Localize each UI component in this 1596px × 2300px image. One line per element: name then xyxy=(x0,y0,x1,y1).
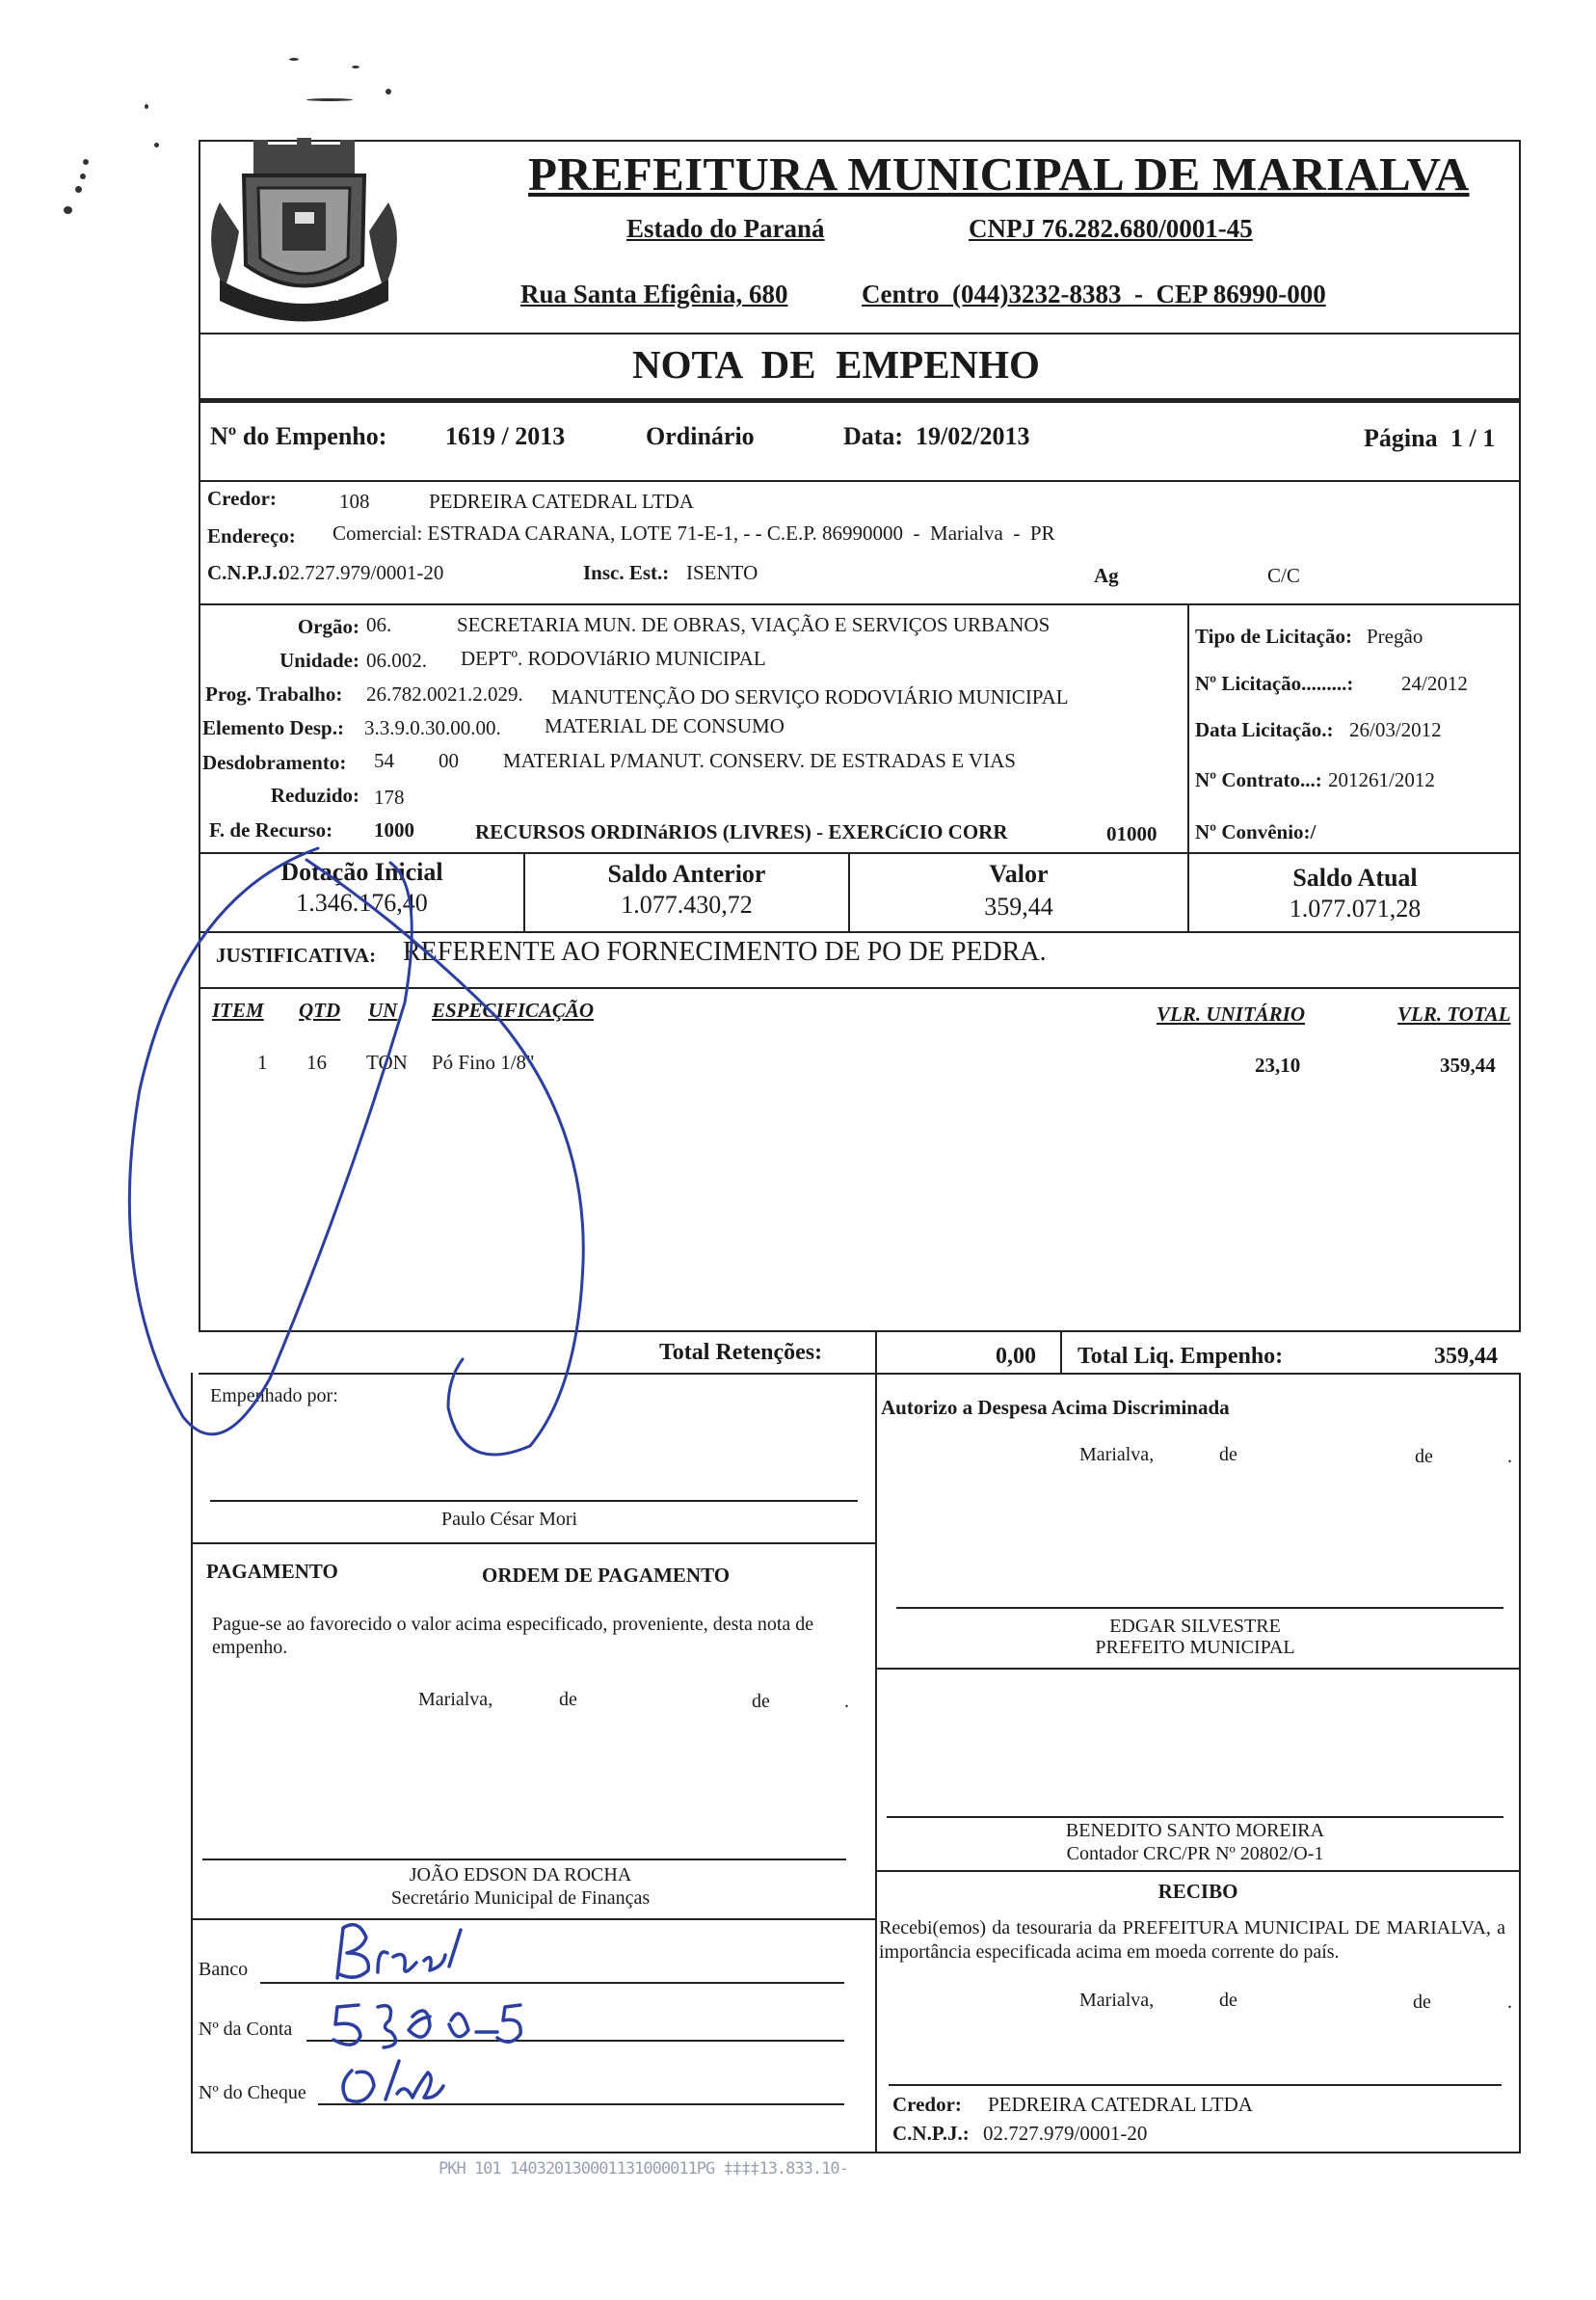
saldo-anterior-label: Saldo Anterior xyxy=(607,860,766,888)
numero-licitacao-label: Nº Licitação.........: xyxy=(1195,672,1354,695)
right-de-1b: de xyxy=(1415,1446,1433,1467)
data-licitacao-label: Data Licitação.: xyxy=(1195,718,1334,741)
creditor-name: PEDREIRA CATEDRAL LTDA xyxy=(429,490,694,513)
valor-value: 359,44 xyxy=(984,893,1053,921)
pen-banco-signature xyxy=(337,1925,461,1978)
tipo-licitacao: Pregão xyxy=(1367,625,1423,648)
recibo-cnpj: 02.727.979/0001-20 xyxy=(983,2122,1148,2145)
creditor-code: 108 xyxy=(339,490,370,513)
recibo-text: Recebi(emos) da tesouraria da PREFEITURA MUNICIPAL DE MARIALVA, a importância especificada acima em moeda corrente do país. xyxy=(879,1917,1505,1963)
items-header-un: UN xyxy=(368,999,398,1022)
left-de-2: de xyxy=(752,1691,770,1712)
retencoes-label: Total Retenções: xyxy=(659,1340,823,1365)
contrato-label: Nº Contrato...: xyxy=(1195,768,1322,791)
desdobramento-label: Desdobramento: xyxy=(202,751,347,774)
cheque-label: Nº do Cheque xyxy=(199,2082,306,2103)
district-phone-cep: Centro (044)3232-8383 - CEP 86990-000 xyxy=(862,280,1326,308)
right-de-1a: de xyxy=(1219,1444,1237,1465)
contador-title: Contador CRC/PR Nº 20802/O-1 xyxy=(1066,1843,1324,1864)
elemento-label: Elemento Desp.: xyxy=(202,716,344,739)
justification-label: JUSTIFICATIVA: xyxy=(216,944,377,967)
reduzido-value: 178 xyxy=(374,786,405,809)
conta-label: Nº da Conta xyxy=(199,2019,293,2040)
liquido-label: Total Liq. Empenho: xyxy=(1077,1344,1284,1369)
contrato-value: 201261/2012 xyxy=(1328,768,1435,791)
pen-diagonal-stroke xyxy=(306,860,583,1455)
saldo-atual-label: Saldo Atual xyxy=(1292,864,1418,892)
item-row-spec: Pó Fino 1/8" xyxy=(432,1051,535,1074)
prog-name: MANUTENÇÃO DO SERVIÇO RODOVIÁRIO MUNICIPAL xyxy=(551,685,1069,709)
reduzido-label: Reduzido: xyxy=(270,784,359,807)
empenhado-name: Paulo César Mori xyxy=(441,1509,578,1530)
saldo-anterior-value: 1.077.430,72 xyxy=(621,891,753,919)
desdobramento-name: MATERIAL P/MANUT. CONSERV. DE ESTRADAS E VIAS xyxy=(503,749,1016,772)
creditor-label: Credor: xyxy=(207,487,277,510)
item-row-number: 1 xyxy=(257,1051,268,1074)
right-dot-1: . xyxy=(1507,1446,1512,1467)
footer-barcode-text: PKH 101 140320130001131000011PG ‡‡‡‡13.833.10- xyxy=(439,2159,848,2179)
left-de-1: de xyxy=(559,1689,577,1710)
justification-text: REFERENTE AO FORNECIMENTO DE PO DE PEDRA. xyxy=(403,937,1047,967)
page-label: Página xyxy=(1364,424,1438,452)
item-row-qty: 16 xyxy=(306,1051,327,1074)
item-row-unit: TON xyxy=(366,1051,408,1074)
items-header-spec: ESPECIFICAÇÃO xyxy=(432,999,595,1022)
creditor-address: Comercial: ESTRADA CARANA, LOTE 71-E-1, - - C.E.P. 86990000 - Marialva - PR xyxy=(332,522,1055,545)
prefeito-title: PREFEITO MUNICIPAL xyxy=(1095,1637,1295,1658)
ag-label: Ag xyxy=(1094,564,1119,587)
pen-cheque-signature xyxy=(343,2061,443,2101)
recurso-label: F. de Recurso: xyxy=(209,818,333,842)
creditor-cnpj-label: C.N.P.J.: xyxy=(207,561,284,584)
convenio-label: Nº Convênio:/ xyxy=(1195,820,1317,843)
secretario-name: JOÃO EDSON DA ROCHA xyxy=(409,1864,632,1885)
pen-oval-stroke xyxy=(129,848,412,1434)
page-number: 1 / 1 xyxy=(1450,424,1496,452)
elemento-name: MATERIAL DE CONSUMO xyxy=(545,714,785,737)
orgao-name: SECRETARIA MUN. DE OBRAS, VIAÇÃO E SERVIÇOS URBANOS xyxy=(457,613,1051,636)
coat-of-arms-ribbon-text: MARIALVA xyxy=(274,289,339,304)
recurso-code: 1000 xyxy=(374,818,414,842)
orgao-label: Orgão: xyxy=(297,615,359,638)
right-city-2: Marialva, xyxy=(1079,1990,1155,2011)
contador-name: BENEDITO SANTO MOREIRA xyxy=(1065,1820,1325,1841)
desdobramento-code2: 00 xyxy=(439,749,459,772)
orgao-code: 06. xyxy=(366,613,392,636)
street-address: Rua Santa Efigênia, 680 xyxy=(520,280,788,308)
city-hall-cnpj: CNPJ 76.282.680/0001-45 xyxy=(969,214,1253,243)
prog-code: 26.782.0021.2.029. xyxy=(366,682,523,706)
left-city: Marialva, xyxy=(418,1689,493,1710)
retencoes-value: 0,00 xyxy=(996,1344,1036,1369)
empenho-number: 1619 / 2013 xyxy=(445,422,566,450)
numero-licitacao: 24/2012 xyxy=(1401,672,1468,695)
liquido-value: 359,44 xyxy=(1434,1344,1498,1369)
item-row-total-value: 359,44 xyxy=(1440,1054,1496,1077)
ordem-pagamento-label: ORDEM DE PAGAMENTO xyxy=(482,1564,731,1587)
dotacao-value: 1.346.176,40 xyxy=(296,889,428,917)
insc-label: Insc. Est.: xyxy=(583,561,670,584)
recurso-name: RECURSOS ORDINáRIOS (LIVRES) - EXERCíCIO CORR xyxy=(475,820,1008,843)
document-title: NOTA DE EMPENHO xyxy=(632,342,1040,387)
items-header-qtd: QTD xyxy=(299,999,341,1022)
items-header-total-value: VLR. TOTAL xyxy=(1397,1003,1511,1026)
recibo-credor-name: PEDREIRA CATEDRAL LTDA xyxy=(988,2093,1253,2116)
prog-label: Prog. Trabalho: xyxy=(205,682,343,706)
recurso-sub: 01000 xyxy=(1106,822,1157,845)
left-dot: . xyxy=(844,1691,849,1712)
recibo-credor-label: Credor: xyxy=(892,2093,962,2116)
recibo-title: RECIBO xyxy=(1157,1880,1238,1903)
saldo-atual-value: 1.077.071,28 xyxy=(1289,895,1422,923)
city-hall-title: PREFEITURA MUNICIPAL DE MARIALVA xyxy=(528,147,1470,201)
cc-label: C/C xyxy=(1267,564,1300,587)
autorizo-text: Autorizo a Despesa Acima Discriminada xyxy=(881,1396,1230,1419)
items-header-item: ITEM xyxy=(212,999,264,1022)
unidade-code: 06.002. xyxy=(366,649,427,672)
unidade-name: DEPTº. RODOVIáRIO MUNICIPAL xyxy=(461,647,766,670)
state-name: Estado do Paraná xyxy=(626,214,825,243)
unidade-label: Unidade: xyxy=(279,649,359,672)
empenho-type: Ordinário xyxy=(646,422,755,450)
pagamento-label: PAGAMENTO xyxy=(206,1560,338,1583)
right-dot-2: . xyxy=(1507,1992,1512,2013)
pague-se-text: Pague-se ao favorecido o valor acima especificado, proveniente, desta nota de empenho. xyxy=(212,1614,814,1658)
tipo-licitacao-label: Tipo de Licitação: xyxy=(1195,625,1352,648)
dotacao-label: Dotação Inicial xyxy=(280,858,443,886)
insc-value: ISENTO xyxy=(686,561,758,584)
data-licitacao: 26/03/2012 xyxy=(1349,718,1442,741)
empenho-date-label: Data: xyxy=(843,422,904,450)
recibo-cnpj-label: C.N.P.J.: xyxy=(892,2122,970,2145)
items-header-unit-value: VLR. UNITÁRIO xyxy=(1157,1003,1306,1026)
banco-label: Banco xyxy=(199,1959,249,1980)
secretario-title: Secretário Municipal de Finanças xyxy=(390,1887,651,1909)
prefeito-name: EDGAR SILVESTRE xyxy=(1109,1616,1281,1637)
desdobramento-code1: 54 xyxy=(374,749,394,772)
item-row-unit-value: 23,10 xyxy=(1255,1054,1301,1077)
right-de-2a: de xyxy=(1219,1990,1237,2011)
elemento-code: 3.3.9.0.30.00.00. xyxy=(364,716,501,739)
empenhado-por-label: Empenhado por: xyxy=(210,1385,338,1406)
valor-label: Valor xyxy=(989,860,1049,888)
empenho-date: 19/02/2013 xyxy=(916,422,1030,450)
empenho-number-label: Nº do Empenho: xyxy=(210,422,387,450)
creditor-cnpj: 02.727.979/0001-20 xyxy=(279,561,444,584)
right-city-1: Marialva, xyxy=(1079,1444,1155,1465)
right-de-2b: de xyxy=(1413,1992,1431,2013)
pen-conta-signature xyxy=(333,2005,520,2047)
address-label: Endereço: xyxy=(207,524,296,548)
